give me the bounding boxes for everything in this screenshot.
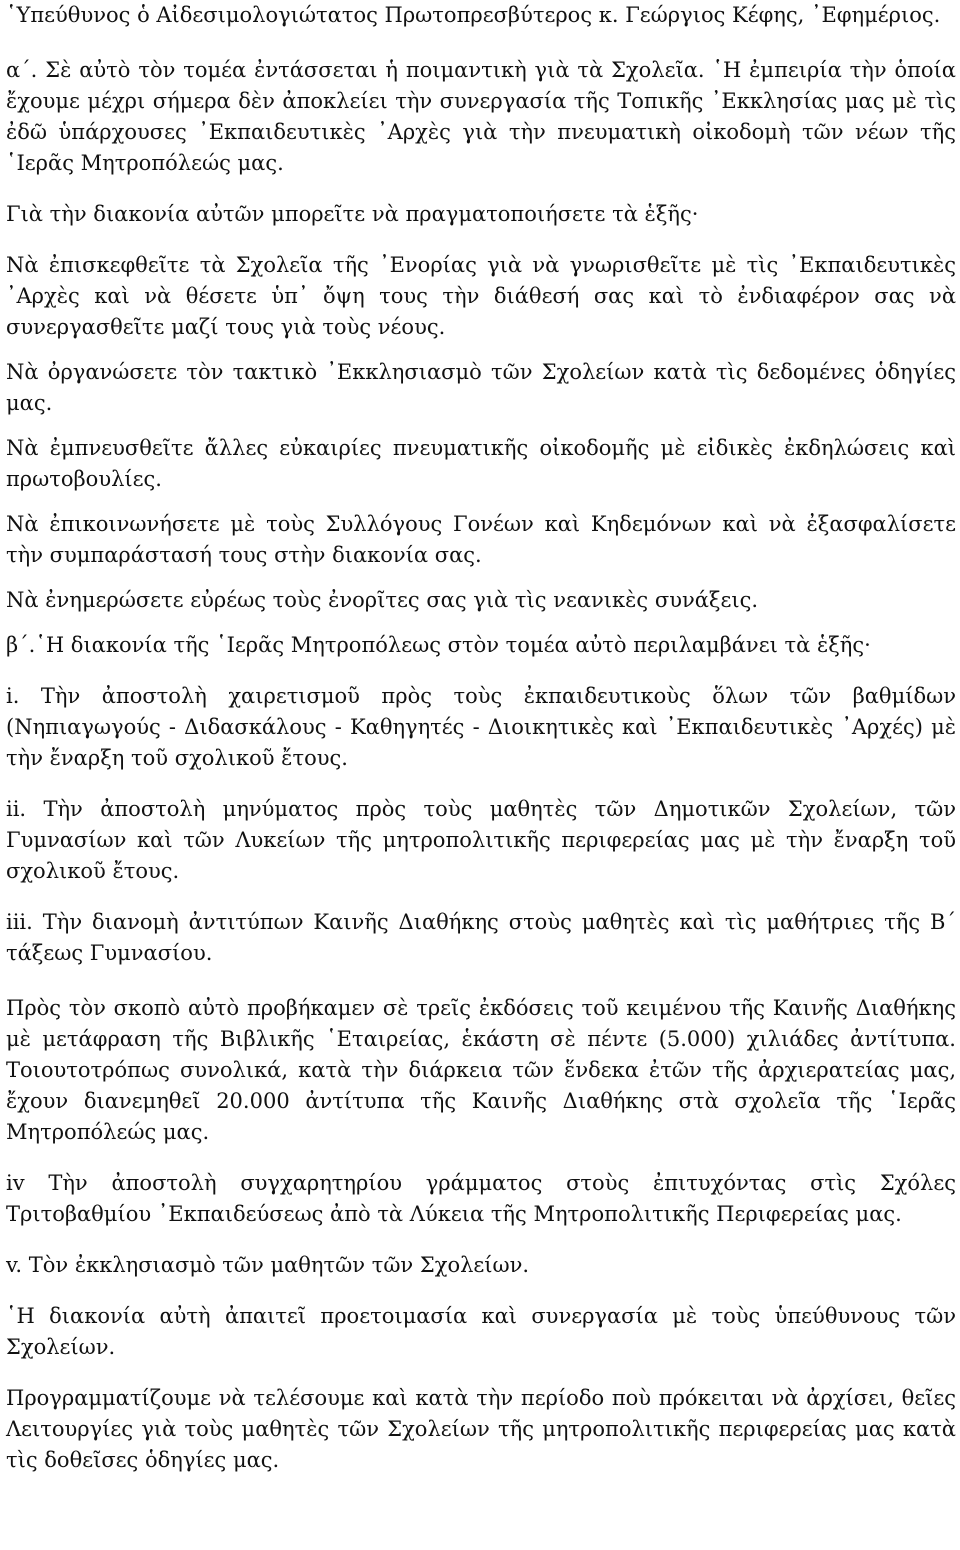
paragraph-visit-schools: Νὰ ἐπισκεφθεῖτε τὰ Σχολεῖα τῆς ᾿Ενορίας γιὰ νὰ γνωρισθεῖτε μὲ τὶς ᾿Εκπαιδευτικὲς ᾿Αρχὲς καὶ νὰ θέσετε ὑπ᾿ ὄψη τους τὴν διάθεσή σας καὶ τὸ ἐνδιαφέρον σας νὰ συνεργασθεῖτε μαζί τους γιὰ τοὺς νέους. [6, 253, 956, 339]
paragraph-spiritual-events: Νὰ ἐμπνευσθεῖτε ἄλλες εὐκαιρίες πνευματικῆς οἰκοδομῆς μὲ εἰδικὲς ἐκδηλώσεις καὶ πρωτοβουλίες. [6, 436, 956, 491]
list-item-iv: iv Τὴν ἀποστολὴ συγχαρητηρίου γράμματος στοὺς ἐπιτυχόντας στὶς Σχόλες Τριτοβαθμίου ᾿Εκπαιδεύσεως ἀπὸ τὰ Λύκεια τῆς Μητροπολιτικῆς Περιφερείας μας. [6, 1171, 956, 1226]
paragraph-inform-parishioners: Νὰ ἐνημερώσετε εὐρέως τοὺς ἐνορῖτες σας γιὰ τὶς νεανικὲς συνάξεις. [6, 588, 759, 612]
paragraph-preparation: ῾Η διακονία αὐτὴ ἀπαιτεῖ προετοιμασία καὶ συνεργασία μὲ τοὺς ὑπεύθυνους τῶν Σχολείων. [6, 1304, 956, 1359]
paragraph-ministry-lead: Γιὰ τὴν διακονία αὐτῶν μπορεῖτε νὰ πραγματοποιήσετε τὰ ἑξῆς· [6, 202, 699, 226]
paragraph-section-beta-intro: β΄.῾Η διακονία τῆς ῾Ιερᾶς Μητροπόλεως στὸν τομέα αὐτὸ περιλαμβάνει τὰ ἑξῆς· [6, 633, 871, 657]
paragraph-liturgies-plan: Προγραμματίζουμε νὰ τελέσουμε καὶ κατὰ τὴν περίοδο ποὺ πρόκειται νὰ ἀρχίσει, θεῖες Λειτουργίες γιὰ τοὺς μαθητὲς τῶν Σχολείων τῆς μητροπολιτικῆς περιφερείας μας κατὰ τὶς δοθεῖσες ὁδηγίες μας. [6, 1386, 956, 1472]
list-item-ii: ii. Τὴν ἀποστολὴ μηνύματος πρὸς τοὺς μαθητὲς τῶν Δημοτικῶν Σχολείων, τῶν Γυμνασίων καὶ τῶν Λυκείων τῆς μητροπολιτικῆς περιφερείας μας μὲ τὴν ἔναρξη τοῦ σχολικοῦ ἔτους. [6, 797, 956, 883]
list-item-iii: iii. Τὴν διανομὴ ἀντιτύπων Καινῆς Διαθήκης στοὺς μαθητὲς καὶ τὶς μαθήτριες τῆς Β΄ τάξεως Γυμνασίου. [6, 910, 956, 965]
paragraph-responsible-priest: ῾Υπεύθυνος ὁ Αἰδεσιμολογιώτατος Πρωτοπρεσβύτερος κ. Γεώργιος Κέφης, ᾿Εφημέριος. [6, 3, 941, 27]
paragraph-parent-associations: Νὰ ἐπικοινωνήσετε μὲ τοὺς Συλλόγους Γονέων καὶ Κηδεμόνων καὶ νὰ ἐξασφαλίσετε τὴν συμπαράστασή τους στὴν διακονία σας. [6, 512, 956, 567]
list-item-v: v. Τὸν ἐκκλησιασμὸ τῶν μαθητῶν τῶν Σχολείων. [6, 1253, 530, 1277]
paragraph-organize-worship: Νὰ ὀργανώσετε τὸν τακτικὸ ᾿Εκκλησιασμὸ τῶν Σχολείων κατὰ τὶς δεδομένες ὁδηγίες μας. [6, 360, 956, 415]
paragraph-section-alpha-intro: α΄. Σὲ αὐτὸ τὸν τομέα ἐντάσσεται ἡ ποιμαντικὴ γιὰ τὰ Σχολεῖα. ῾Η ἐμπειρία τὴν ὁποία ἔχουμε μέχρι σήμερα δὲν ἀποκλείει τὴν συνεργασία τῆς Τοπικῆς ᾿Εκκλησίας μας μὲ τὶς ἐδῶ ὑπάρχουσες ᾿Εκπαιδευτικὲς ᾿Αρχὲς γιὰ τὴν πνευματικὴ οἰκοδομὴ τῶν νέων τῆς ῾Ιερᾶς Μητροπόλεώς μας. [6, 58, 956, 175]
paragraph-new-testament-editions: Πρὸς τὸν σκοπὸ αὐτὸ προβήκαμεν σὲ τρεῖς ἐκδόσεις τοῦ κειμένου τῆς Καινῆς Διαθήκης μὲ μετάφραση τῆς Βιβλικῆς ῾Εταιρείας, ἑκάστη σὲ πέντε (5.000) χιλιάδες ἀντίτυπα. Τοιουτοτρόπως συνολικά, κατὰ τὴν διάρκεια τῶν ἕνδεκα ἐτῶν τῆς ἀρχιερατείας μας, ἔχουν διανεμηθεῖ 20.000 ἀντίτυπα τῆς Καινῆς Διαθήκης στὰ σχολεῖα τῆς ῾Ιερᾶς Μητροπόλεώς μας. [6, 996, 956, 1144]
list-item-i: i. Τὴν ἀποστολὴ χαιρετισμοῦ πρὸς τοὺς ἐκπαιδευτικοὺς ὅλων τῶν βαθμίδων (Νηπιαγωγούς - Διδασκάλους - Καθηγητές - Διοικητικὲς καὶ ᾿Εκπαιδευτικὲς ᾿Αρχές) μὲ τὴν ἔναρξη τοῦ σχολικοῦ ἔτους. [6, 684, 956, 770]
